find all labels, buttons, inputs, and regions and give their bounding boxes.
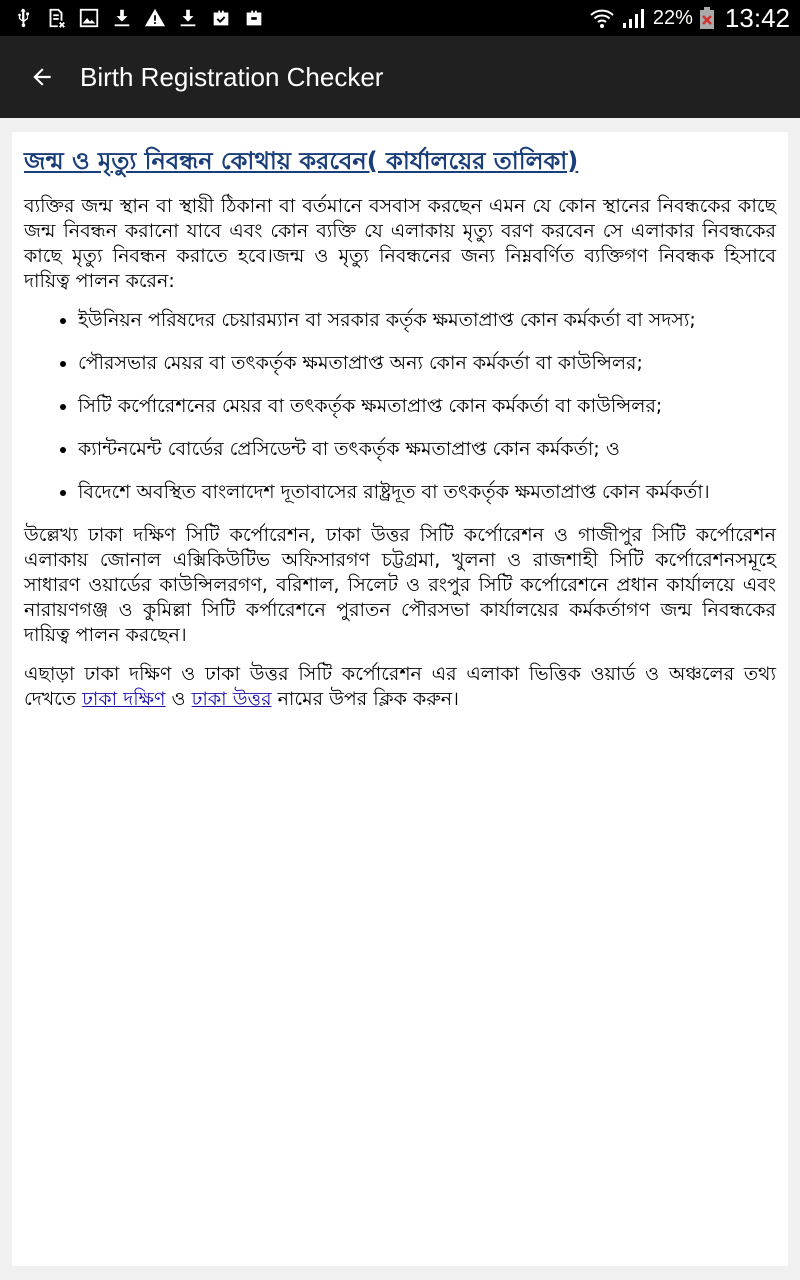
arrow-left-icon	[29, 64, 55, 90]
image-icon	[78, 7, 100, 29]
page-title: জন্ম ও মৃত্যু নিবন্ধন কোথায় করবেন( কার্যালয়ের তালিকা)	[24, 147, 579, 175]
intro-paragraph: ব্যক্তির জন্ম স্থান বা স্থায়ী ঠিকানা বা বর্তমানে বসবাস করছেন এমন যে কোন স্থানের নিবন্ধকের কাছে জন্ম নিবন্ধন করানো যাবে এবং কোন ব্যক্তি যে এলাকায় মৃত্যু বরণ করবেন সে এলাকার নিবন্ধকের কাছে মৃত্যু নিবন্ধন করাতে হবে।জন্ম ও মৃত্যু নিবন্ধনের জন্য নিম্নবর্ণিত ব্যক্তিগণ নিবন্ধক হিসাবে দায়িত্ব পালন করেন:	[24, 195, 776, 292]
list-item: • বিদেশে অবস্থিত বাংলাদেশ দূতাবাসের রাষ্ট্রদূত বা তৎকর্তৃক ক্ষমতাপ্রাপ্ত কোন কর্মকর্তা।	[78, 480, 776, 505]
system-status	[589, 3, 800, 34]
note-paragraph: উল্লেখ্য ঢাকা দক্ষিণ সিটি কর্পোরেশন, ঢাকা উত্তর সিটি কর্পোরেশন ও গাজীপুর সিটি কর্পোরেশন এলাকায় জোনাল এক্সিকিউটিভ অফিসারগণ চট্টগ্রমা, খুলনা ও রাজশাহী সিটি কর্পোরেশনসমূহে সাধারণ ওয়ার্ডের কাউন্সিলরগণ, বরিশাল, সিলেট ও রংপুর সিটি কর্পোরেশনে প্রধান কার্যালয়ে এবং নারায়ণগঞ্জ ও কুমিল্লা সিটি কর্পারেশনে পুরাতন পৌরসভা কার্যালয়ের কর্মকর্তাগণ জন্ম নিবন্ধকের দায়িত্ব পালন করছেন।	[24, 524, 776, 646]
back-button[interactable]	[14, 49, 70, 105]
links-paragraph	[24, 662, 776, 712]
wifi-icon	[589, 6, 615, 30]
registrar-list	[24, 308, 776, 505]
links-text-middle: ও	[165, 688, 192, 710]
signal-icon	[621, 6, 647, 30]
status-bar	[0, 0, 800, 36]
download-icon	[111, 7, 133, 29]
sim-card-icon	[45, 7, 67, 29]
app-bar	[0, 36, 800, 118]
download-icon	[177, 7, 199, 29]
dhaka-south-link[interactable]: ঢাকা দক্ষিণ	[82, 688, 166, 710]
list-item: • সিটি কর্পোরেশনের মেয়র বা তৎকর্তৃক ক্ষমতাপ্রাপ্ত কোন কর্মকর্তা বা কাউন্সিলর;	[78, 394, 776, 419]
links-text-before: এছাড়া ঢাকা দক্ষিণ ও ঢাকা উত্তর সিটি কর্পোরেশন এর এলাকা ভিত্তিক ওয়ার্ড ও অঞ্চলের তথ্য দেখতে	[24, 663, 776, 710]
links-text-after: নামের উপর ক্লিক করুন।	[271, 688, 459, 710]
battery-percent: 22%	[652, 6, 693, 29]
usb-icon	[12, 7, 34, 29]
notification-icons	[0, 7, 265, 29]
battery-icon	[699, 6, 715, 30]
list-item: • ক্যান্টনমেন্ট বোর্ডের প্রেসিডেন্ট বা তৎকর্তৃক ক্ষমতাপ্রাপ্ত কোন কর্মকর্তা; ও	[78, 437, 776, 462]
dhaka-north-link[interactable]: ঢাকা উত্তর	[191, 688, 272, 710]
list-item: • ইউনিয়ন পরিষদের চেয়ারম্যান বা সরকার কর্তৃক ক্ষমতাপ্রাপ্ত কোন কর্মকর্তা বা সদস্য;	[78, 308, 776, 333]
list-item: • পৌরসভার মেয়র বা তৎকর্তৃক ক্ষমতাপ্রাপ্ত অন্য কোন কর্মকর্তা বা কাউন্সিলর;	[78, 351, 776, 376]
article-webview[interactable]	[12, 132, 788, 1266]
app-title: Birth Registration Checker	[80, 61, 384, 92]
briefcase-icon	[243, 7, 265, 29]
briefcase-check-icon	[210, 7, 232, 29]
warning-icon	[144, 7, 166, 29]
clock: 13:42	[724, 2, 790, 33]
